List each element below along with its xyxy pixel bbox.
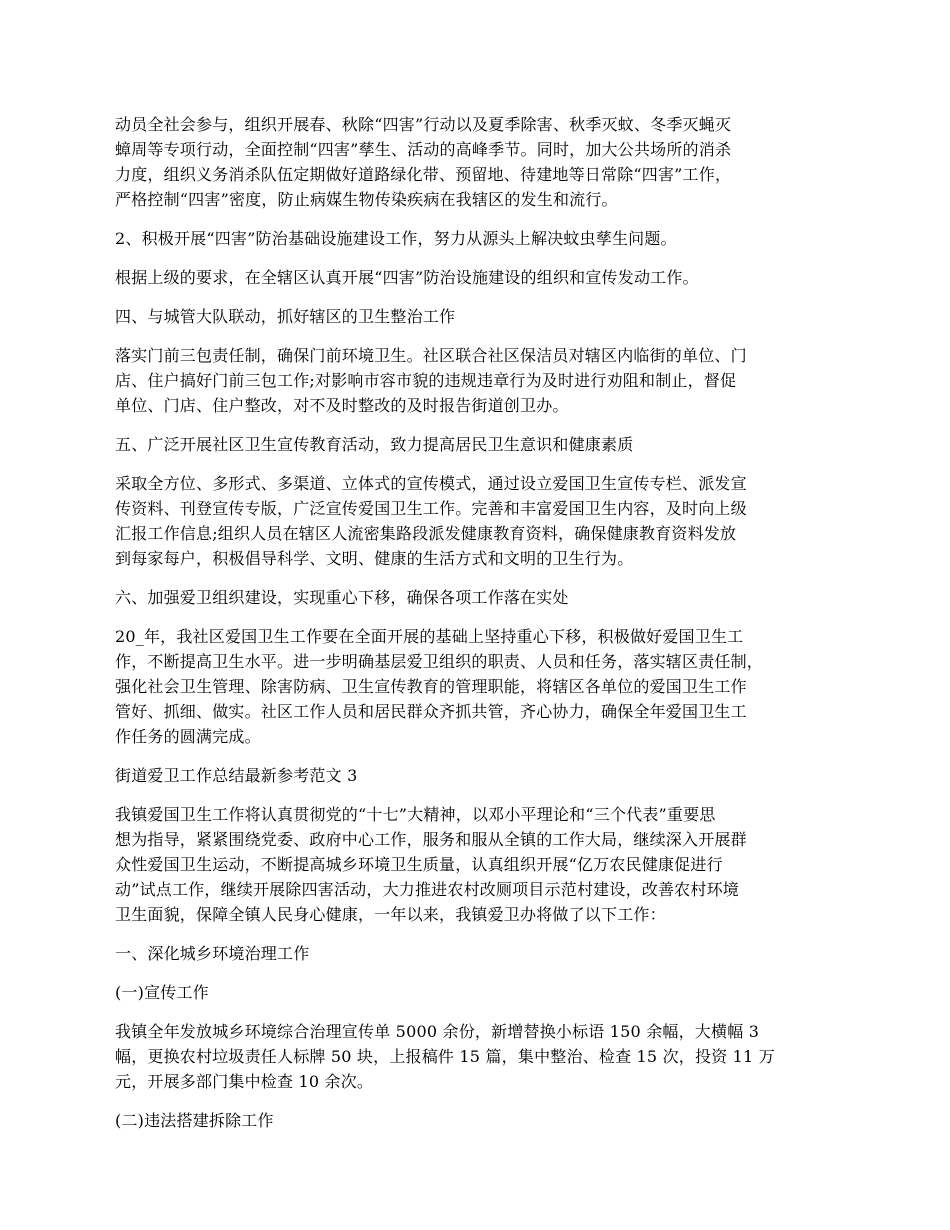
text-line: 2、积极开展“四害”防治基础设施建设工作，努力从源头上解决蚊虫孳生问题。 <box>115 229 677 248</box>
text-line: 元，开展多部门集中检查 10 余次。 <box>115 1072 374 1091</box>
paragraph-publicity-stats <box>115 1019 853 1094</box>
text-line: 六、加强爱卫组织建设，实现重心下移，确保各项工作落在实处 <box>115 588 569 607</box>
paragraph-three-guarantees <box>115 343 853 418</box>
text-line: 我镇全年发放城乡环境综合治理宣传单 5000 余份，新增替换小标语 150 余幅，大横幅 3 <box>115 1022 760 1041</box>
paragraph-organization <box>115 624 853 749</box>
paragraph-publicity <box>115 471 853 571</box>
subsection-heading-publicity <box>115 980 853 1005</box>
text-line: 采取全方位、多形式、多渠道、立体式的宣传模式，通过设立爱国卫生宣传专栏、派发宣 <box>115 474 747 493</box>
section-heading-5 <box>115 432 853 457</box>
text-line: 20_年，我社区爱国卫生工作要在全面开展的基础上坚持重心下移，积极做好爱国卫生工 <box>115 627 744 646</box>
paragraph-item-2-heading <box>115 226 853 251</box>
text-line: 强化社会卫生管理、除害防病、卫生宣传教育的管理职能，将辖区各单位的爱国卫生工作 <box>115 677 747 696</box>
text-line: 众性爱国卫生运动，不断提高城乡环境卫生质量，认真组织开展“亿万农民健康促进行 <box>115 855 723 874</box>
text-line: 作，不断提高卫生水平。进一步明确基层爱卫组织的职责、人员和任务，落实辖区责任制， <box>115 652 764 671</box>
section-heading-4 <box>115 304 853 329</box>
text-line: 落实门前三包责任制，确保门前环境卫生。社区联合社区保洁员对辖区内临街的单位、门 <box>115 346 747 365</box>
paragraph-pest-control-campaign <box>115 112 853 212</box>
text-line: 蟑周等专项行动，全面控制“四害”孳生、活动的高峰季节。同时，加大公共场所的消杀 <box>115 140 732 159</box>
text-line: 力度，组织义务消杀队伍定期做好道路绿化带、预留地、待建地等日常除“四害”工作， <box>115 165 732 184</box>
text-line: 动”试点工作，继续开展除四害活动，大力推进农村改厕项目示范村建设，改善农村环境 <box>115 880 739 899</box>
section-heading-6 <box>115 585 853 610</box>
text-line: 我镇爱国卫生工作将认真贯彻党的“十七”大精神，以邓小平理论和“三个代表”重要思 <box>115 805 716 824</box>
document-page <box>115 112 853 1133</box>
text-line: 想为指导，紧紧围绕党委、政府中心工作，服务和服从全镇的工作大局，继续深入开展群 <box>115 830 747 849</box>
text-line: 四、与城管大队联动，抓好辖区的卫生整治工作 <box>115 307 456 326</box>
text-line: 五、广泛开展社区卫生宣传教育活动，致力提高居民卫生意识和健康素质 <box>115 435 634 454</box>
article-title-3 <box>115 763 853 788</box>
text-line: (一)宣传工作 <box>115 983 209 1002</box>
text-line: 店、住户搞好门前三包工作;对影响市容市貌的违规违章行为及时进行劝阻和制止，督促 <box>115 371 737 390</box>
text-line: (二)违法搭建拆除工作 <box>115 1111 274 1130</box>
paragraph-town-overview <box>115 802 853 927</box>
paragraph-facility-construction <box>115 265 853 290</box>
text-line: 严格控制“四害”密度，防止病媒生物传染疾病在我辖区的发生和流行。 <box>115 190 618 209</box>
subsection-heading-demolition <box>115 1108 853 1133</box>
text-line: 管好、抓细、做实。社区工作人员和居民群众齐抓共管，齐心协力，确保全年爱国卫生工 <box>115 702 747 721</box>
section-heading-1 <box>115 941 853 966</box>
text-line: 根据上级的要求，在全辖区认真开展“四害”防治设施建设的组织和宣传发动工作。 <box>115 268 699 287</box>
text-line: 幅，更换农村垃圾责任人标牌 50 块，上报稿件 15 篇，集中整治、检查 15 次，投资 11 万 <box>115 1047 775 1066</box>
text-line: 卫生面貌，保障全镇人民身心健康，一年以来，我镇爱卫办将做了以下工作： <box>115 905 666 924</box>
text-line: 作任务的圆满完成。 <box>115 727 261 746</box>
text-line: 传资料、刊登宣传专版，广泛宣传爱国卫生工作。完善和丰富爱国卫生内容，及时向上级 <box>115 499 747 518</box>
text-line: 到每家每户，积极倡导科学、文明、健康的生活方式和文明的卫生行为。 <box>115 549 634 568</box>
text-line: 汇报工作信息;组织人员在辖区人流密集路段派发健康教育资料，确保健康教育资料发放 <box>115 524 737 543</box>
text-line: 动员全社会参与，组织开展春、秋除“四害”行动以及夏季除害、秋季灭蚊、冬季灭蝇灭 <box>115 115 732 134</box>
text-line: 一、深化城乡环境治理工作 <box>115 944 310 963</box>
text-line: 街道爱卫工作总结最新参考范文 3 <box>115 766 358 785</box>
text-line: 单位、门店、住户整改，对不及时整改的及时报告街道创卫办。 <box>115 396 569 415</box>
